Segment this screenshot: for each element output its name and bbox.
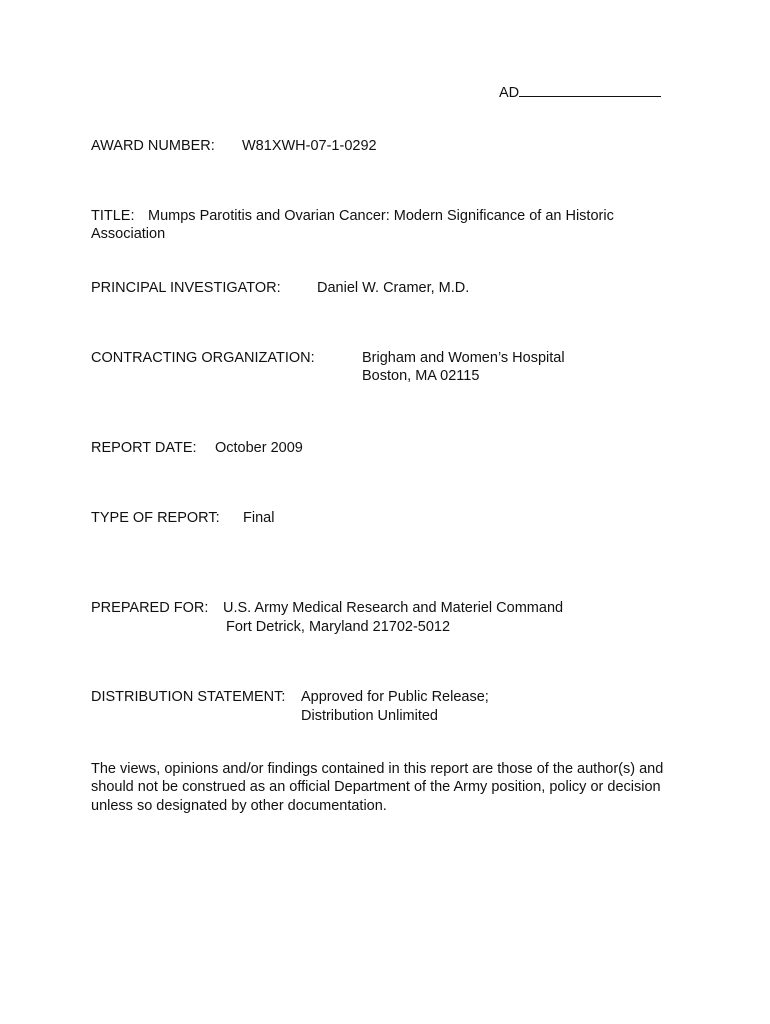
contracting-organization-line-2: Boston, MA 02115 [362,368,480,384]
ad-blank-line [519,82,661,97]
ad-label: AD [499,85,520,101]
report-date-value: October 2009 [215,440,303,456]
prepared-for-line-2: Fort Detrick, Maryland 21702-5012 [226,619,451,635]
prepared-for-label: PREPARED FOR: [91,600,209,616]
disclaimer-line-1: The views, opinions and/or findings contained in this report are those of the author(s) and [91,761,664,777]
principal-investigator-label: PRINCIPAL INVESTIGATOR: [91,280,281,296]
title-line-2: Association [91,226,166,242]
principal-investigator-value: Daniel W. Cramer, M.D. [317,280,470,296]
distribution-statement-line-2: Distribution Unlimited [301,708,438,724]
ad-field [499,82,661,102]
distribution-statement-line-1: Approved for Public Release; [301,689,489,705]
disclaimer-line-2: should not be construed as an official Department of the Army position, policy or decision [91,779,661,795]
contracting-organization-line-1: Brigham and Women’s Hospital [362,350,565,366]
report-date-label: REPORT DATE: [91,440,197,456]
title-line-1: Mumps Parotitis and Ovarian Cancer: Modern Significance of an Historic [148,208,614,224]
distribution-statement-label: DISTRIBUTION STATEMENT: [91,689,286,705]
disclaimer-line-3: unless so designated by other documentation. [91,798,387,814]
title-label: TITLE: [91,208,135,224]
award-number-label: AWARD NUMBER: [91,138,215,154]
report-type-label: TYPE OF REPORT: [91,510,220,526]
report-type-value: Final [243,510,275,526]
award-number-value: W81XWH-07-1-0292 [242,138,377,154]
prepared-for-line-1: U.S. Army Medical Research and Materiel Command [223,600,564,616]
contracting-organization-label: CONTRACTING ORGANIZATION: [91,350,315,366]
